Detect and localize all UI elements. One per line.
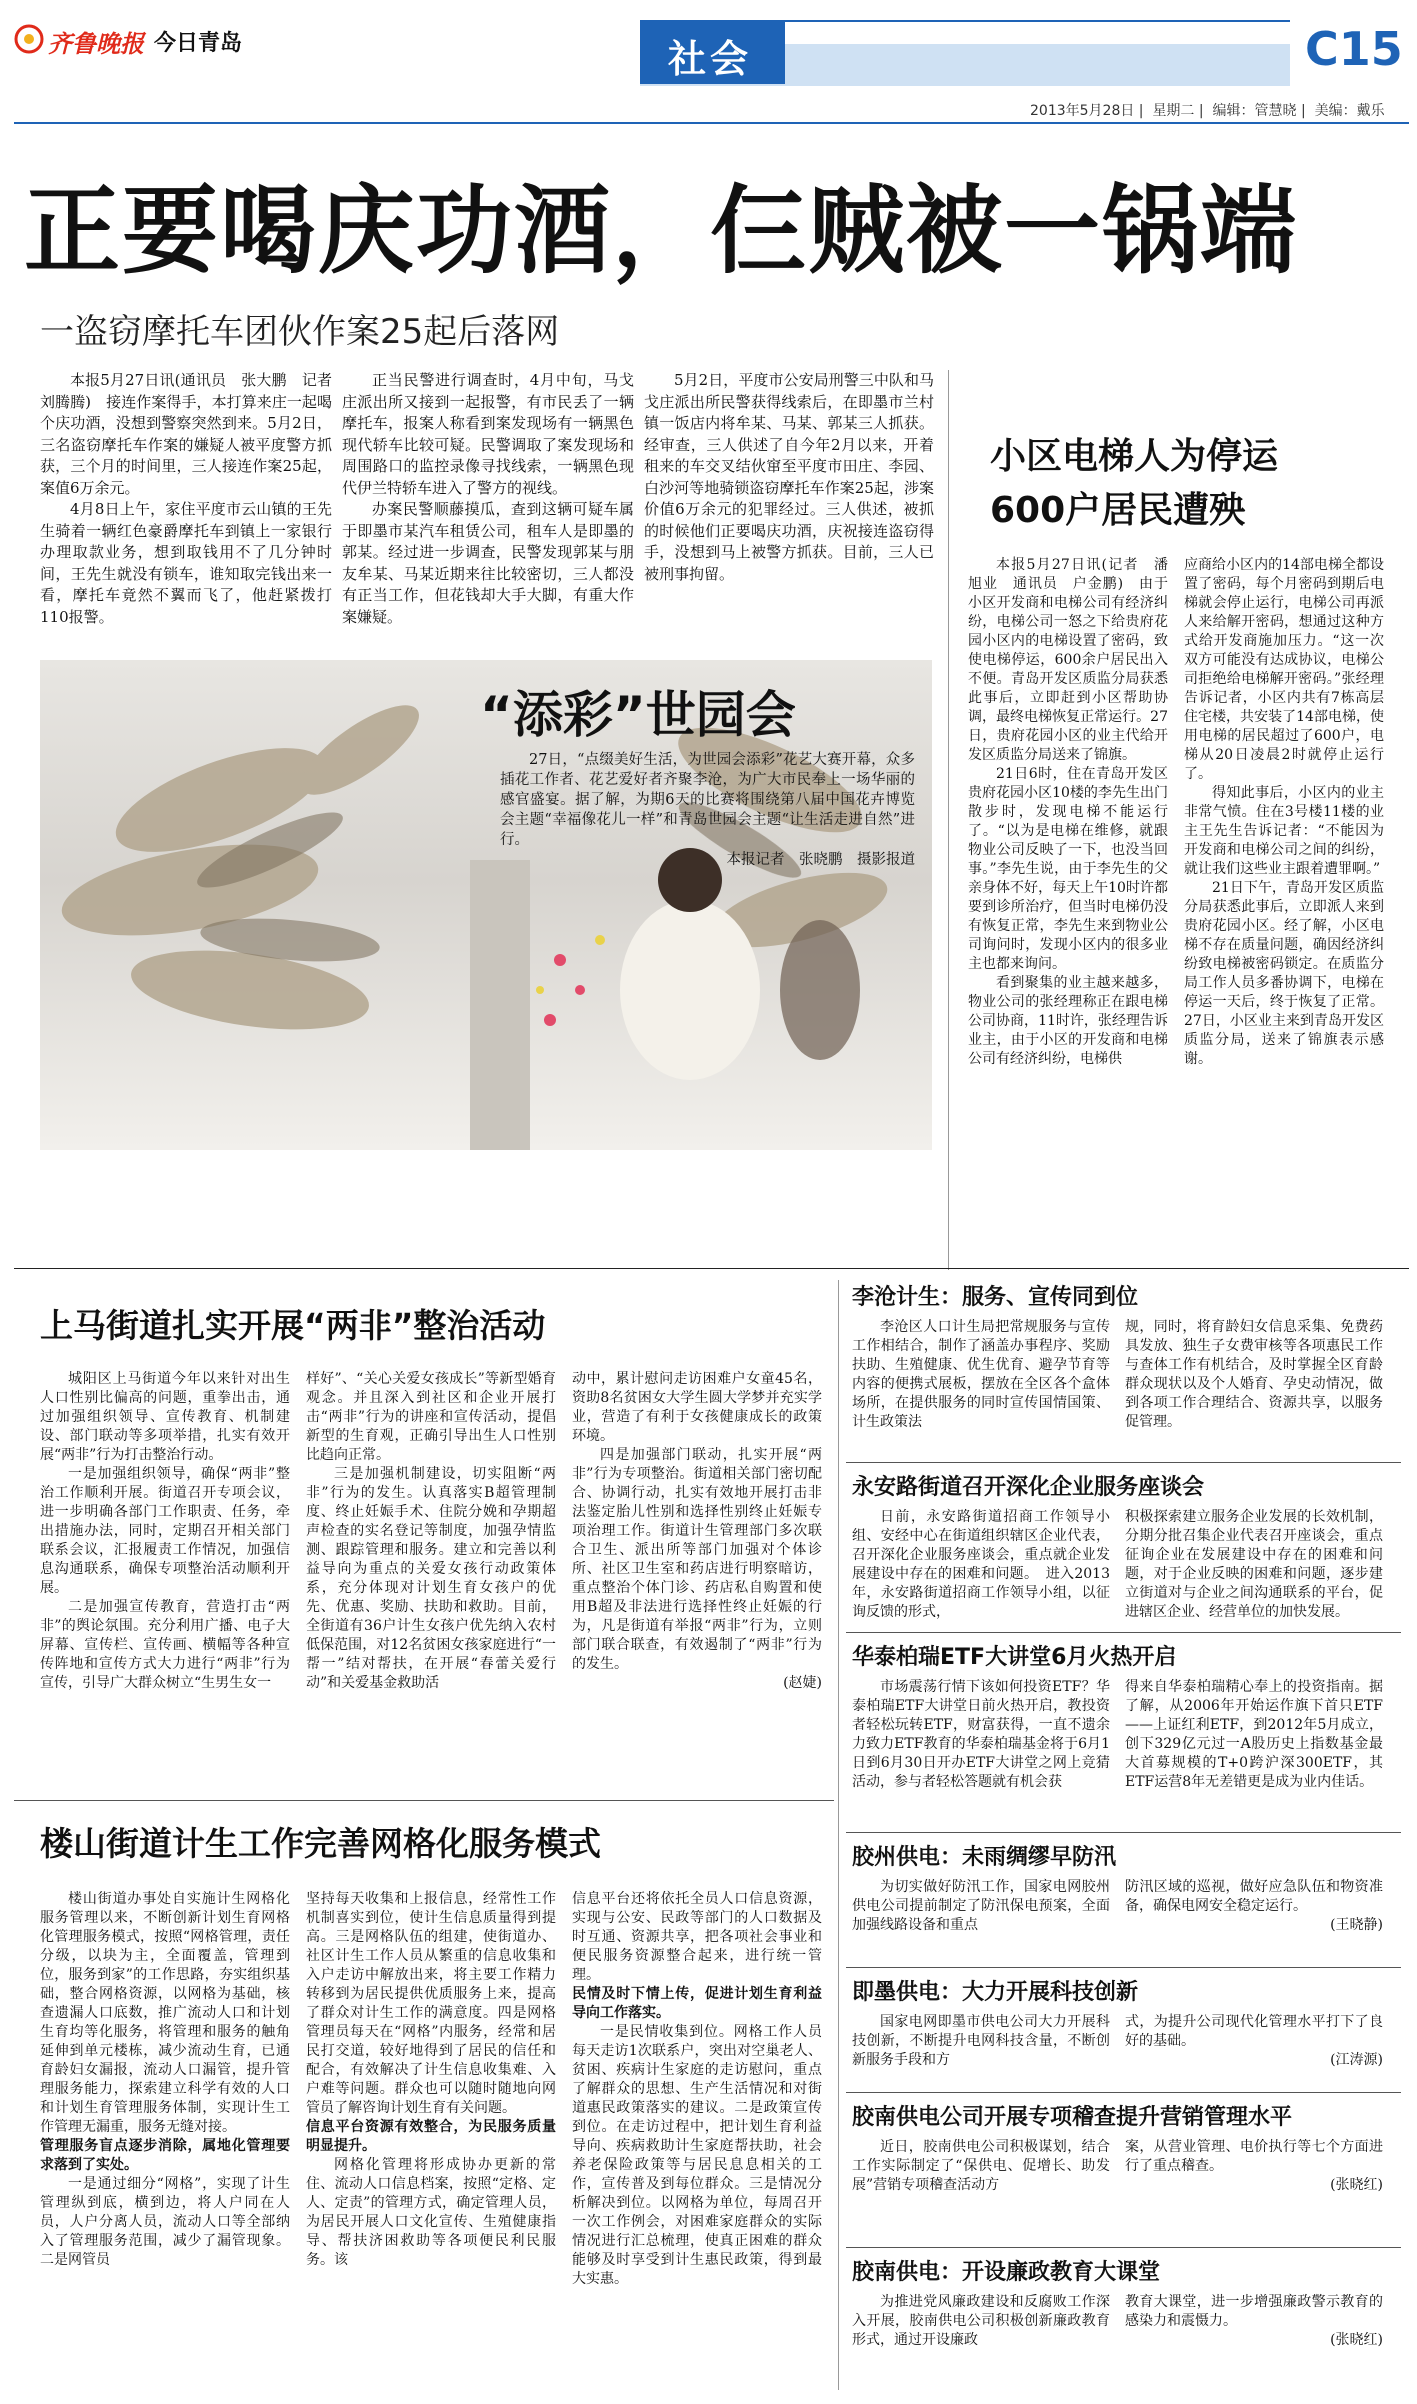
brief-headline-jiaonan: 胶南供电公司开展专项稽查提升营销管理水平: [852, 2105, 1293, 2130]
elevator-headline-2: 600户居民遭殃: [990, 490, 1246, 531]
brief-author: (张晓红): [1330, 2177, 1383, 2193]
shangma-para: 动中，累计慰问走访困难户女童45名，资助8名贫困女大学生圆大学梦并充实学业，营造了有利于女孩健康成长的政策环境。: [572, 1371, 822, 1444]
brief-text: 积极探索建立服务企业发展的长效机制，分期分批召集企业代表召开座谈会，重点征询企业在发展建设中存在的困难和问题，对于企业反映的困难和问题，逐步建立街道对与企业之间沟通联系的平台，促进辖区企业、经营单位的加快发展。: [1125, 1509, 1383, 1620]
lead-para: 5月2日，平度市公安局刑警三中队和马戈庄派出所民警获得线索后，在即墨市兰村镇一饭店内将牟某、马某、郭某三人抓获。经审查，三人供述了自今年2月以来，开着租来的车交叉结伙窜至平度市田庄、李园、白沙河等地骑锁盗窃摩托车作案25起，涉案价值6万余元的犯罪经过。三人供述，被抓的时候他们正要喝庆功酒，庆祝接连盗窃得手，没想到马上被警方抓获。目前，三人已被刑事拘留。: [644, 371, 934, 583]
brief-column: [852, 2138, 1110, 2248]
edition-name: 今日青岛: [154, 31, 243, 56]
brief-text: 为切实做好防汛工作，国家电网胶州供电公司提前制定了防汛保电预案，全面加强线路设备和重点: [852, 1879, 1110, 1933]
shangma-author: (赵婕): [783, 1675, 822, 1691]
brief-column: [1125, 1878, 1383, 1968]
brief-headline-licang: 李沧计生：服务、宣传同到位: [852, 1285, 1139, 1310]
loushan-column-2: [306, 1890, 556, 2390]
brief-headline-jimo: 即墨供电：大力开展科技创新: [852, 1980, 1139, 2005]
brief-text: 市场震荡行情下该如何投资ETF？华泰柏瑞ETF大讲堂日前火热开启，教投资者轻松玩转ETF，财富获得，一直不遗余力致力ETF教育的华泰柏瑞基金将于6月1日到6月30日开办ETF大讲堂之网上竞猜活动，参与者轻松答题就有机会获: [852, 1679, 1110, 1790]
elevator-column-2: [1184, 556, 1384, 1256]
brief-column: [1125, 1508, 1383, 1633]
loushan-para: 一是民情收集到位。网格工作人员每天走访1次联系户，突出对空巢老人、贫困、疾病计生家庭的走访慰问，重点了解群众的思想、生产生活情况和对街道惠民政策落实的建议。二是政策宣传到位。在走访过程中，把计划生育利益导向、疾病救助计生家庭帮扶助，社会养老保险政策等与居民息息相关的工作，宣传普及到每位群众。三是情况分析解决到位。以网格为单位，每周召开一次工作例会，对困难家庭群众的实际情况进行汇总梳理，使真正困难的群众能够及时享受到计生惠民政策，得到最大实惠。: [572, 2024, 822, 2287]
elevator-para: 看到聚集的业主越来越多，物业公司的张经理称正在跟电梯公司协商，11时许，张经理告诉业主，由于小区的开发商和电梯公司有经济纠纷，电梯供: [968, 975, 1168, 1067]
photo-caption-box: [500, 750, 915, 870]
brief-text: 日前，永安路街道招商工作领导小组、安经中心在街道组织辖区企业代表，召开深化企业服务座谈会，重点就企业发展建设中存在的困难和问题。 进入2013年，永安路街道招商工作领导小组，以征询反馈的形式，: [852, 1509, 1110, 1620]
elevator-para: 应商给小区内的14部电梯全都设置了密码，每个月密码到期后电梯就会停止运行，电梯公司再派人来给解开密码，想通过这种方式给开发商施加压力。“这一次双方可能没有达成协议，电梯公司拒绝给电梯解开密码。”张经理告诉记者，小区内共有7栋高层住宅楼，共安装了14部电梯，使用电梯的居民超过了600户，电梯从20日凌晨2时就停止运行了。: [1184, 557, 1384, 782]
brief-rule: [846, 1832, 1401, 1833]
brief-text: 国家电网即墨市供电公司大力开展科技创新，不断提升电网科技含量，不断创新服务手段和方: [852, 2014, 1110, 2068]
shangma-column-3: [572, 1370, 822, 1790]
loushan-para: 坚持每天收集和上报信息，经常性工作机制喜实到位，使计生信息质量得到提高。三是网格队伍的组建，使街道办、社区计生工作人员从繁重的信息收集和入户走访中解放出来，将主要工作精力转移到为居民提供优质服务上来，提高了群众对计生工作的满意度。四是网格管理员每天在“网格”内服务，经常和居民打交道，较好地得到了居民的信任和配合，有效解决了计生信息收集难、入户难等问题。群众也可以随时随地向网管员了解咨询计划生育有关问题。: [306, 1891, 556, 2116]
loushan-subhead: 信息平台资源有效整合，为民服务质量明显提升。: [306, 2119, 556, 2154]
photo-credit: 本报记者 张晓鹏 摄影报道: [726, 852, 915, 868]
brief-column: [852, 1678, 1110, 1833]
brief-rule: [846, 2247, 1401, 2248]
loushan-para: 一是通过细分“网格”，实现了计生管理纵到底，横到边，将人户同在人员，人户分离人员，流动人口等全部纳入了管理服务范围，减少了漏管现象。二是网管员: [40, 2176, 290, 2268]
elevator-para: 21日下午，青岛开发区质监分局获悉此事后，立即派人来到贵府花园小区。经了解，小区电梯不存在质量问题，确因经济纠纷致电梯被密码锁定。在质监分局工作人员多番协调下，电梯在停运一天后，终于恢复了正常。27日，小区业主来到青岛开发区质监分局，送来了锦旗表示感谢。: [1184, 880, 1384, 1067]
shangma-para: 一是加强组织领导，确保“两非”整治工作顺利开展。街道召开专项会议，进一步明确各部门工作职责、任务，牵出措施办法，同时，定期召开相关部门联系会议，汇报履责工作情况，加强信息沟通联系，确保专项整治活动顺利开展。: [40, 1466, 290, 1596]
brief-text: 李沧区人口计生局把常规服务与宣传工作相结合，制作了涵盖办事程序、奖励扶助、生殖健康、优生优育、避孕节育等内容的便携式展板，摆放在全区各个盒体场所，在提供服务的同时宣传国情国策、计生政策法: [852, 1319, 1110, 1430]
loushan-para: 网格化管理将形成协办更新的常住、流动人口信息档案，按照“定格、定人、定责”的管理方式，确定管理人员，为居民开展人口文化宣传、生殖健康指导、帮扶济困救助等各项便民利民服务。该: [306, 2157, 556, 2268]
loushan-subhead: 民情及时下情上传，促进计划生育利益导向工作落实。: [572, 1986, 822, 2021]
section-rule: [14, 1268, 1409, 1269]
column-divider: [838, 1280, 839, 2390]
brief-column: [1125, 2138, 1383, 2248]
shangma-headline: 上马街道扎实开展“两非”整治活动: [40, 1306, 546, 1345]
elevator-para: 得知此事后，小区内的业主非常气愤。住在3号楼11楼的业主王先生告诉记者：“不能因为开发商和电梯公司之间的纠纷，就让我们这些业主跟着遭罪啊。”: [1184, 785, 1384, 877]
brief-column: [1125, 2013, 1383, 2093]
shangma-column-2: [306, 1370, 556, 1790]
lead-subhead: 一盗窃摩托车团伙作案25起后落网: [40, 312, 560, 352]
brief-column: [852, 2013, 1110, 2093]
designer-credit: 美编：戴乐: [1314, 103, 1385, 119]
newspaper-name: 齐鲁晚报: [48, 29, 144, 58]
issue-weekday: 星期二: [1152, 103, 1195, 119]
loushan-headline: 楼山街道计生工作完善网格化服务模式: [40, 1824, 601, 1863]
brief-column: [852, 1508, 1110, 1633]
brief-text: 得来自华泰柏瑞精心奉上的投资指南。据了解，从2006年开始运作旗下首只ETF——上证红利ETF，到2012年5月成立，创下329亿元过一A股历史上指数基金最大首募规模的T+0跨沪深300ETF，其ETF运营8年无差错更是成为业内佳话。: [1125, 1679, 1383, 1790]
brief-column: [1125, 1318, 1383, 1463]
masthead-logo: [14, 16, 244, 62]
header-rule: [14, 122, 1409, 124]
lead-headline: 正要喝庆功酒，仨贼被一锅端: [24, 175, 1298, 287]
elevator-para: 21日6时，住在青岛开发区贵府花园小区10楼的李先生出门散步时，发现电梯不能运行了。“以为是电梯在维修，就跟物业公司反映了一下，也没当回事。”李先生说，由于李先生的父亲身体不好，每天上午10时许都要到诊所治疗，但当时电梯仍没有恢复正常，李先生来到物业公司询问时，发现小区内的很多业主也都来询问。: [968, 766, 1168, 972]
brief-rule: [846, 1632, 1401, 1633]
brief-headline-jiaozhou: 胶州供电：未雨绸缪早防汛: [852, 1845, 1117, 1870]
section-rule: [14, 1800, 834, 1801]
brief-author: (王晓静): [1330, 1917, 1383, 1933]
brief-rule: [846, 2092, 1401, 2093]
loushan-column-3: [572, 1890, 822, 2390]
page-number: C15: [1305, 22, 1403, 76]
brief-rule: [846, 1967, 1401, 1968]
brief-rule: [846, 1462, 1401, 1463]
loushan-column-1: [40, 1890, 290, 2390]
loushan-subhead: 管理服务盲点逐步消除，属地化管理要求落到了实处。: [40, 2138, 290, 2173]
editor-credit: 编辑：管慧晓: [1212, 103, 1297, 119]
brief-headline-huatai: 华泰柏瑞ETF大讲堂6月火热开启: [852, 1645, 1177, 1670]
brief-column: [852, 2293, 1110, 2393]
brief-text: 为推进党风廉政建设和反腐败工作深入开展，胶南供电公司积极创新廉政教育形式，通过开设廉政: [852, 2294, 1110, 2348]
section-title: 社会: [668, 37, 753, 81]
photo-title: “添彩”世园会: [480, 686, 796, 744]
brief-text: 案，从营业管理、电价执行等七个方面进行了重点稽查。: [1125, 2139, 1383, 2174]
lead-para: 本报5月27日讯(通讯员 张大鹏 记者 刘腾腾) 接连作案得手，本打算来庄一起喝个庆功酒，没想到警察突然到来。5月2日，三名盗窃摩托车作案的嫌疑人被平度警方抓获，三个月的时间里，三人接连作案25起，案值6万余元。: [40, 371, 348, 497]
brief-headline-yongan: 永安路街道召开深化企业服务座谈会: [852, 1475, 1205, 1500]
brief-text: 式，为提升公司现代化管理水平打下了良好的基础。: [1125, 2014, 1383, 2049]
lead-para: 正当民警进行调查时，4月中旬，马戈庄派出所又接到一起报警，有市民丢了一辆摩托车，报案人称看到案发现场有一辆黑色现代轿车比较可疑。民警调取了案发现场和周围路口的监控录像寻找线索，一辆黑色现代伊兰特轿车进入了警方的视线。: [342, 371, 634, 497]
shangma-column-1: [40, 1370, 290, 1790]
lead-column-3: [644, 370, 934, 645]
brief-text: 近日，胶南供电公司积极谋划，结合工作实际制定了“保供电、促增长、助发展”营销专项稽查活动方: [852, 2139, 1110, 2193]
brief-text: 规，同时，将育龄妇女信息采集、免费药具发放、独生子女费审核等各项惠民工作与查体工作有机结合，及时掌握全区育龄群众现状以及个人婚育、孕史动情况，做到各项工作合理结合、资源共享，以服务促管理。: [1125, 1319, 1383, 1430]
brief-author: (江涛源): [1330, 2052, 1383, 2068]
header-meta: 2013年5月28日 | 星期二 | 编辑：管慧晓 | 美编：戴乐: [1030, 103, 1385, 119]
elevator-column-1: [968, 556, 1168, 1256]
brief-column: [852, 1318, 1110, 1463]
elevator-para: 本报5月27日讯(记者 潘旭业 通讯员 户金鹏) 由于小区开发商和电梯公司有经济纠纷，电梯公司一怒之下给贵府花园小区内的电梯设置了密码，致使电梯停运，600余户居民出入不便。青岛开发区质监分局获悉此事后，立即赶到小区帮助协调，最终电梯恢复正常运行。27日，贵府花园小区的业主代给开发区质监分局送来了锦旗。: [968, 557, 1168, 763]
photo-caption: 27日，“点缀美好生活，为世园会添彩”花艺大赛开幕，众多插花工作者、花艺爱好者齐聚李沧，为广大市民奉上一场华丽的感官盛宴。据了解，为期6天的比赛将围绕第八届中国花卉博览会主题“幸福像花儿一样”和青岛世园会主题“让生活走进自然”进行。: [500, 752, 915, 848]
newspaper-logo-icon: [14, 24, 44, 54]
lead-para: 办案民警顺藤摸瓜，查到这辆可疑车属于即墨市某汽车租赁公司，租车人是即墨的郭某。经过进一步调查，民警发现郭某与朋友牟某、马某近期来往比较密切，三人都没有正当工作，但花钱却大手大脚，有重大作案嫌疑。: [342, 500, 634, 626]
brief-column: [1125, 2293, 1383, 2393]
brief-column: [852, 1878, 1110, 1968]
lead-para: 4月8日上午，家住平度市云山镇的王先生骑着一辆红色豪爵摩托车到镇上一家银行办理取款业务，想到取钱用不了几分钟时间，王先生就没有锁车，谁知取完钱出来一看，摩托车竟然不翼而飞了，他赶紧拨打110报警。: [40, 500, 332, 626]
brief-author: (张晓红): [1330, 2332, 1383, 2348]
loushan-para: 信息平台还将依托全员人口信息资源，实现与公安、民政等部门的人口数据及时互通、资源共享，把各项社会事业和便民服务资源整合起来，进行统一管理。: [572, 1891, 822, 1983]
shangma-para: 城阳区上马街道今年以来针对出生人口性别比偏高的问题，重拳出击，通过加强组织领导、宣传教育、机制建设、部门联动等多项举措，扎实有效开展“两非”行为打击整治行动。: [40, 1371, 290, 1463]
news-photo: [40, 660, 932, 1150]
column-divider: [948, 370, 949, 1270]
lead-column-2: [342, 370, 634, 645]
elevator-headline-1: 小区电梯人为停运: [990, 436, 1279, 477]
brief-text: 防汛区域的巡视，做好应急队伍和物资准备，确保电网安全稳定运行。: [1125, 1879, 1383, 1914]
brief-headline-jiaonan2: 胶南供电：开设廉政教育大课堂: [852, 2260, 1161, 2285]
shangma-para: 四是加强部门联动，扎实开展“两非”行为专项整治。街道相关部门密切配合、协调行动，扎实有效地开展打击非法鉴定胎儿性别和选择性别终止妊娠专项治理工作。街道计生管理部门多次联合卫生、派出所等部门加强对个体诊所、社区卫生室和药店进行明察暗访，重点整治个体门诊、药店私自购置和使用B超及非法进行选择性终止妊娠的行为，凡是街道有举报“两非”行为，立则部门联合联查，有效遏制了“两非”行为的发生。: [572, 1447, 822, 1672]
brief-text: 教育大课堂，进一步增强廉政警示教育的感染力和震慑力。: [1125, 2294, 1383, 2329]
shangma-para: 样好”、“关心关爱女孩成长”等新型婚育观念。并且深入到社区和企业开展打击“两非”行为的讲座和宣传活动，提倡新型的生育观，正确引导出生人口性别比趋向正常。: [306, 1371, 556, 1463]
shangma-para: 二是加强宣传教育，营造打击“两非”的舆论氛围。充分利用广播、电子大屏幕、宣传栏、宣传画、横幅等各种宣传阵地和宣传方式大力进行“两非”行为宣传，引导广大群众树立“生男生女一: [40, 1599, 290, 1691]
loushan-para: 楼山街道办事处自实施计生网格化服务管理以来，不断创新计划生育网格化管理服务模式，按照“网格管理，责任分级，以块为主，全面覆盖，管理到位，服务到家”的工作思路，夯实组织基础，整合网格资源，以网格为基础，核查遗漏人口底数，推广流动人口和计划生育均等化服务，将管理和服务的触角延伸到单元楼栋，减少流动生育，已通育龄妇女漏报，流动人口漏管，提升管理服务能力，探索建立科学有效的人口和计划生育管理服务体制，实现计生工作管理无漏重，服务无缝对接。: [40, 1891, 290, 2135]
issue-date: 2013年5月28日: [1030, 103, 1135, 119]
shangma-para: 三是加强机制建设，切实阻断“两非”行为的发生。认真落实B超管理制度、终止妊娠手术、住院分娩和孕期超声检查的实名登记等制度，加强孕情监测、跟踪管理和服务。建立和完善以利益导向为重点的关爱女孩行动政策体系，充分体现对计划生育女孩户的优先、优惠、奖励、扶助和救助。目前，全街道有36户计生女孩户优先纳入农村低保范围，对12名贫困女孩家庭进行“一帮一”结对帮扶，在开展“春蕾关爱行动”和关爱基金救助活: [306, 1466, 556, 1691]
brief-column: [1125, 1678, 1383, 1833]
lead-column-1: [40, 370, 348, 645]
